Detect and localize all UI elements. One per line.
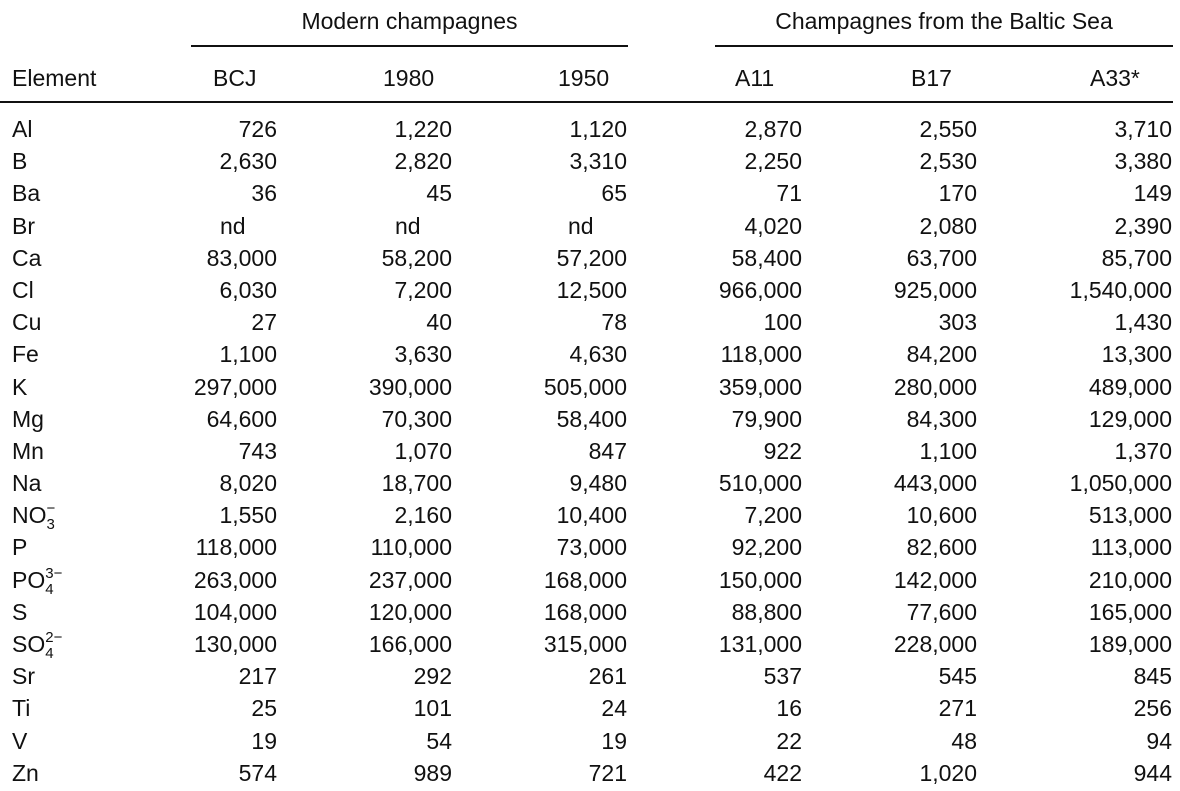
value-cell: 297,000 — [193, 373, 277, 400]
element-symbol: Sr — [12, 663, 35, 690]
value-cell: 1,430 — [1114, 309, 1172, 336]
value-cell: 510,000 — [718, 470, 802, 497]
value-cell: 189,000 — [1088, 631, 1172, 657]
value-cell: 100 — [763, 309, 802, 336]
element-cell — [12, 499, 63, 534]
value-cell: 2,390 — [1114, 212, 1172, 239]
element-cell — [12, 145, 27, 177]
group-title-modern: Modern champagnes — [301, 8, 518, 34]
charge-superscript: − — [46, 500, 56, 518]
value-cell: 1,050,000 — [1069, 470, 1172, 497]
element-cell — [12, 306, 41, 338]
value-cell: 63,700 — [906, 244, 977, 271]
value-cell: 16 — [776, 695, 802, 722]
table-row — [0, 628, 1180, 660]
value-cell: 513,000 — [1088, 502, 1172, 529]
element-cell — [12, 371, 27, 403]
element-cell — [12, 725, 27, 757]
value-cell: 71 — [776, 180, 802, 207]
element-symbol: PO — [12, 566, 46, 593]
value-cell: 256 — [1133, 695, 1172, 722]
value-cell: 4,020 — [744, 212, 802, 239]
value-cell: 101 — [413, 695, 452, 722]
value-cell: nd — [568, 212, 594, 239]
table-row — [0, 467, 1180, 499]
element-symbol: P — [12, 534, 28, 561]
value-cell: 1,100 — [919, 437, 977, 464]
table-row — [0, 660, 1180, 692]
charge-superscript: 3− — [45, 564, 63, 582]
value-cell: 2,630 — [219, 148, 277, 175]
value-cell: 545 — [938, 663, 977, 690]
element-symbol: S — [12, 598, 28, 625]
value-cell: 36 — [251, 180, 277, 207]
value-cell: 210,000 — [1088, 566, 1172, 593]
element-cell — [12, 757, 39, 789]
value-cell: 989 — [413, 759, 452, 786]
value-cell: 118,000 — [720, 341, 802, 368]
value-cell: 847 — [588, 437, 627, 464]
element-symbol: Mn — [12, 437, 44, 464]
value-cell: 944 — [1133, 759, 1172, 786]
table-row — [0, 403, 1180, 435]
table-body — [0, 113, 1180, 789]
value-cell: 2,160 — [394, 502, 452, 529]
element-cell — [12, 596, 27, 628]
table-row — [0, 435, 1180, 467]
group-rule-modern — [191, 45, 628, 47]
value-cell: 166,000 — [368, 631, 452, 657]
count-subscript: 4 — [45, 580, 54, 598]
value-cell: 726 — [238, 116, 277, 142]
value-cell: 3,710 — [1114, 116, 1172, 142]
value-cell: 7,200 — [744, 502, 802, 529]
value-cell: 1,020 — [919, 759, 977, 786]
table-row — [0, 145, 1180, 177]
value-cell: 82,600 — [906, 534, 977, 561]
value-cell: 19 — [251, 727, 277, 754]
column-header-a33: A33* — [1090, 65, 1140, 91]
value-cell: 292 — [413, 663, 452, 690]
element-symbol: V — [12, 727, 28, 754]
value-cell: 79,900 — [731, 405, 802, 432]
element-cell — [12, 210, 35, 242]
column-header-b17: B17 — [911, 65, 952, 91]
value-cell: 24 — [601, 695, 627, 722]
value-cell: 7,200 — [394, 276, 452, 303]
value-cell: 64,600 — [206, 405, 277, 432]
table-row — [0, 306, 1180, 338]
value-cell: 2,080 — [919, 212, 977, 239]
element-cell — [12, 692, 30, 724]
value-cell: 25 — [251, 695, 277, 722]
value-cell: 2,250 — [744, 148, 802, 175]
value-cell: 170 — [938, 180, 977, 207]
value-cell: 845 — [1133, 663, 1172, 690]
element-symbol: Ti — [12, 695, 31, 722]
value-cell: 9,480 — [569, 470, 627, 497]
value-cell: 3,310 — [569, 148, 627, 175]
value-cell: 1,370 — [1114, 437, 1172, 464]
table-row — [0, 596, 1180, 628]
element-cell — [12, 467, 41, 499]
value-cell: 142,000 — [893, 566, 977, 593]
value-cell: 8,020 — [219, 470, 277, 497]
value-cell: 1,100 — [219, 341, 277, 368]
table-row — [0, 371, 1180, 403]
table-row — [0, 274, 1180, 306]
value-cell: 2,550 — [919, 116, 977, 142]
value-cell: 2,870 — [744, 116, 802, 142]
value-cell: 18,700 — [381, 470, 452, 497]
value-cell: 12,500 — [556, 276, 627, 303]
value-cell: 2,530 — [919, 148, 977, 175]
value-cell: 92,200 — [731, 534, 802, 561]
element-cell — [12, 435, 44, 467]
value-cell: 13,300 — [1101, 341, 1172, 368]
value-cell: 88,800 — [731, 598, 802, 625]
element-cell — [12, 564, 61, 596]
table-row — [0, 242, 1180, 274]
value-cell: 58,200 — [381, 244, 452, 271]
value-cell: 168,000 — [543, 598, 627, 625]
value-cell: 65 — [601, 180, 627, 207]
value-cell: 743 — [238, 437, 277, 464]
table-row — [0, 499, 1180, 534]
value-cell: 1,540,000 — [1069, 276, 1172, 303]
element-symbol: Al — [12, 116, 33, 142]
value-cell: 537 — [763, 663, 802, 690]
element-symbol: Ca — [12, 244, 42, 271]
value-cell: 104,000 — [193, 598, 277, 625]
column-header-1950: 1950 — [558, 65, 610, 91]
element-cell — [12, 531, 27, 563]
element-symbol: NO — [12, 502, 47, 529]
charge-superscript: 2− — [45, 628, 63, 646]
value-cell: 228,000 — [893, 631, 977, 657]
value-cell: 505,000 — [543, 373, 627, 400]
value-cell: 966,000 — [718, 276, 802, 303]
value-cell: 113,000 — [1090, 534, 1172, 561]
value-cell: 27 — [251, 309, 277, 336]
value-cell: 150,000 — [718, 566, 802, 593]
column-header-a11: A11 — [735, 65, 775, 91]
value-cell: 70,300 — [381, 405, 452, 432]
value-cell: 1,220 — [394, 116, 452, 142]
element-symbol: Ba — [12, 180, 41, 207]
value-cell: 85,700 — [1101, 244, 1172, 271]
value-cell: 168,000 — [543, 566, 627, 593]
value-cell: 40 — [426, 309, 452, 336]
group-title-baltic: Champagnes from the Baltic Sea — [775, 8, 1113, 34]
value-cell: 73,000 — [556, 534, 627, 561]
count-subscript: 4 — [45, 644, 54, 662]
element-symbol: Br — [12, 212, 35, 239]
value-cell: 58,400 — [731, 244, 802, 271]
table-row — [0, 564, 1180, 596]
value-cell: 120,000 — [368, 598, 452, 625]
table-row — [0, 210, 1180, 242]
element-symbol: Na — [12, 470, 42, 497]
element-symbol: K — [12, 373, 28, 400]
element-cell — [12, 177, 40, 209]
value-cell: 315,000 — [543, 631, 627, 657]
value-cell: 58,400 — [556, 405, 627, 432]
value-cell: 165,000 — [1088, 598, 1172, 625]
element-symbol: Mg — [12, 405, 44, 432]
value-cell: 359,000 — [718, 373, 802, 400]
value-cell: 6,030 — [219, 276, 277, 303]
value-cell: 10,600 — [906, 502, 977, 529]
value-cell: nd — [395, 212, 421, 239]
value-cell: 83,000 — [206, 244, 277, 271]
value-cell: 237,000 — [368, 566, 452, 593]
value-cell: nd — [220, 212, 246, 239]
header-rule — [0, 101, 1173, 103]
table-row — [0, 338, 1180, 370]
value-cell: 22 — [776, 727, 802, 754]
value-cell: 131,000 — [718, 631, 802, 657]
column-header-bcj: BCJ — [213, 65, 257, 91]
value-cell: 45 — [426, 180, 452, 207]
value-cell: 118,000 — [195, 534, 277, 561]
value-cell: 280,000 — [893, 373, 977, 400]
value-cell: 10,400 — [556, 502, 627, 529]
count-subscript: 3 — [46, 516, 55, 534]
value-cell: 78 — [601, 309, 627, 336]
value-cell: 2,820 — [394, 148, 452, 175]
table-row — [0, 113, 1180, 145]
table-row — [0, 725, 1180, 757]
value-cell: 3,630 — [394, 341, 452, 368]
value-cell: 925,000 — [893, 276, 977, 303]
value-cell: 110,000 — [370, 534, 452, 561]
value-cell: 94 — [1146, 727, 1172, 754]
value-cell: 84,300 — [906, 405, 977, 432]
value-cell: 1,120 — [569, 116, 627, 142]
value-cell: 129,000 — [1088, 405, 1172, 432]
table-row — [0, 531, 1180, 563]
value-cell: 77,600 — [906, 598, 977, 625]
value-cell: 1,550 — [219, 502, 277, 529]
value-cell: 263,000 — [193, 566, 277, 593]
group-rule-baltic — [715, 45, 1173, 47]
element-symbol: SO — [12, 631, 46, 657]
value-cell: 922 — [763, 437, 802, 464]
value-cell: 574 — [238, 759, 277, 786]
element-cell — [12, 338, 39, 370]
element-cell — [12, 660, 35, 692]
element-symbol: Cu — [12, 309, 42, 336]
element-cell — [12, 242, 41, 274]
element-symbol: Cl — [12, 276, 34, 303]
value-cell: 217 — [238, 663, 277, 690]
value-cell: 149 — [1133, 180, 1172, 207]
value-cell: 19 — [601, 727, 627, 754]
value-cell: 489,000 — [1088, 373, 1172, 400]
table-row — [0, 177, 1180, 209]
column-header-1980: 1980 — [383, 65, 435, 91]
value-cell: 1,070 — [394, 437, 452, 464]
element-symbol: Fe — [12, 341, 39, 368]
element-cell — [12, 274, 34, 306]
value-cell: 721 — [588, 759, 627, 786]
column-header-element: Element — [12, 65, 97, 91]
value-cell: 271 — [938, 695, 977, 722]
column-header-row — [0, 62, 1180, 94]
value-cell: 390,000 — [368, 373, 452, 400]
element-cell — [12, 403, 44, 435]
element-cell — [12, 628, 61, 660]
value-cell: 54 — [426, 727, 452, 754]
value-cell: 57,200 — [556, 244, 627, 271]
value-cell: 48 — [951, 727, 977, 754]
value-cell: 443,000 — [893, 470, 977, 497]
value-cell: 422 — [763, 759, 802, 786]
value-cell: 3,380 — [1114, 148, 1172, 175]
value-cell: 84,200 — [906, 341, 977, 368]
value-cell: 4,630 — [569, 341, 627, 368]
value-cell: 130,000 — [193, 631, 277, 657]
element-cell — [12, 113, 32, 145]
value-cell: 303 — [938, 309, 977, 336]
element-symbol: B — [12, 148, 28, 175]
table-row — [0, 692, 1180, 724]
value-cell: 261 — [588, 663, 627, 690]
element-symbol: Zn — [12, 759, 39, 786]
table-row — [0, 757, 1180, 789]
